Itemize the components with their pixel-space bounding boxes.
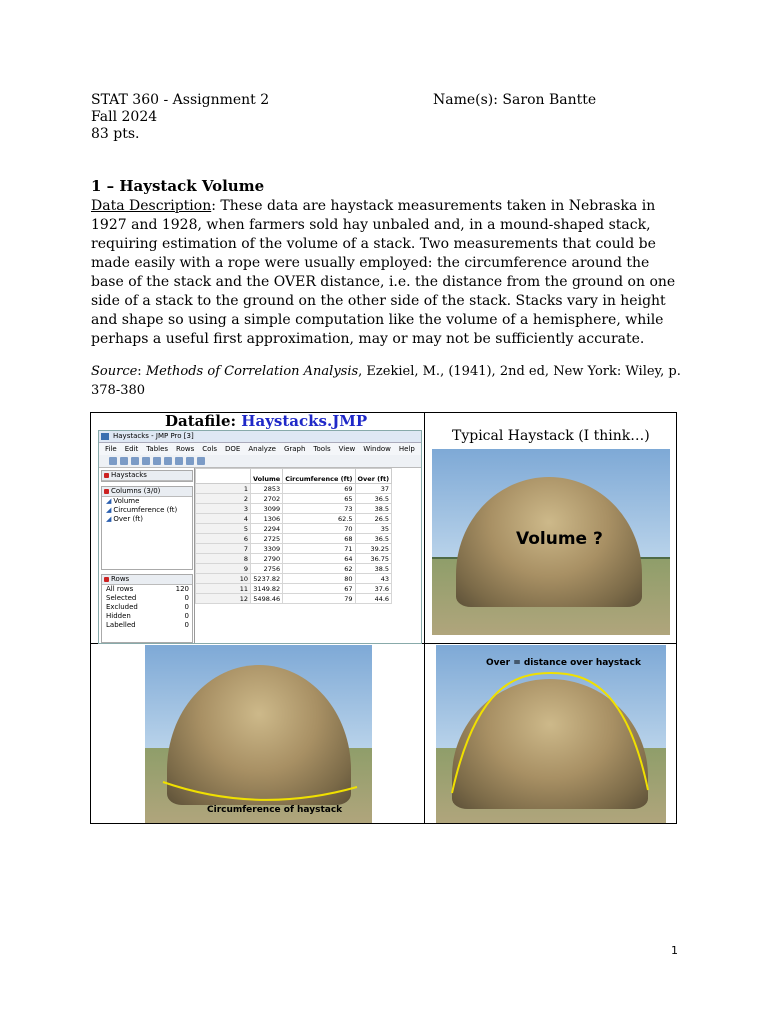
table-cell: 3149.82 (251, 584, 283, 594)
continuous-column-icon: ◢ (106, 497, 112, 505)
datafile-label: Datafile: (165, 412, 242, 430)
continuous-column-icon: ◢ (106, 506, 112, 514)
jmp-menu-item[interactable]: File (105, 445, 117, 453)
table-row[interactable] (196, 514, 392, 524)
paste-icon (164, 457, 172, 465)
table-row[interactable] (196, 544, 392, 554)
table-name: Haystacks (111, 471, 147, 479)
row-state-item (102, 603, 192, 612)
row-number-header (196, 469, 251, 484)
row-state-value: 120 (175, 585, 189, 593)
jmp-app-icon (101, 433, 109, 440)
row-state-label: Excluded (106, 603, 138, 611)
row-number: 1 (196, 484, 251, 494)
table-row[interactable] (196, 584, 392, 594)
table-cell: 79 (283, 594, 355, 604)
jmp-menu-item[interactable]: View (338, 445, 356, 453)
column-header[interactable]: Over (ft) (355, 469, 392, 484)
table-cell: 39.25 (355, 544, 392, 554)
table-row[interactable] (196, 494, 392, 504)
red-triangle-icon (104, 473, 109, 478)
column-name: Circumference (ft) (113, 506, 178, 514)
column-name: Volume (113, 497, 140, 505)
jmp-menu-item[interactable]: Tools (313, 445, 331, 453)
table-cell: 43 (355, 574, 392, 584)
table-cell: 80 (283, 574, 355, 584)
table-cell: 64 (283, 554, 355, 564)
table-cell: 37 (355, 484, 392, 494)
row-number: 4 (196, 514, 251, 524)
column-header[interactable]: Circumference (ft) (283, 469, 355, 484)
jmp-data-grid (195, 468, 421, 604)
table-cell: 68 (283, 534, 355, 544)
table-cell: 2756 (251, 564, 283, 574)
volume-label: Volume ? (516, 529, 603, 549)
data-description-label: Data Description (91, 198, 212, 214)
script-icon (197, 457, 205, 465)
table-row[interactable] (196, 524, 392, 534)
table-icon (175, 457, 183, 465)
column-list (102, 497, 192, 524)
row-number: 8 (196, 554, 251, 564)
figure-divider-vertical (424, 412, 425, 824)
table-cell: 3309 (251, 544, 283, 554)
table-cell: 38.5 (355, 564, 392, 574)
jmp-menu-item[interactable]: Cols (202, 445, 218, 453)
columns-panel (101, 486, 193, 570)
table-panel (101, 470, 193, 482)
course-title: STAT 360 - Assignment 2 (91, 92, 270, 108)
source-citation: , Ezekiel, M., (1941), 2nd ed, New York: Wiley, p. 378-380 (91, 364, 681, 398)
circumference-curve (145, 645, 372, 823)
open-icon (120, 457, 128, 465)
datafile-name: Haystacks.JMP (241, 412, 368, 430)
row-state-label: Labelled (106, 621, 136, 629)
jmp-menu-item[interactable]: Tables (146, 445, 169, 453)
table-cell: 65 (283, 494, 355, 504)
jmp-menu-item[interactable]: Window (363, 445, 391, 453)
table-cell: 5498.46 (251, 594, 283, 604)
columns-header: Columns (3/0) (111, 487, 161, 495)
points: 83 pts. (91, 126, 140, 142)
copy-icon (153, 457, 161, 465)
table-cell: 44.6 (355, 594, 392, 604)
row-state-item (102, 594, 192, 603)
table-cell: 69 (283, 484, 355, 494)
circumference-photo (145, 645, 372, 823)
source-line (91, 362, 681, 400)
column-list-item[interactable] (102, 506, 192, 515)
table-row[interactable] (196, 504, 392, 514)
row-number: 5 (196, 524, 251, 534)
jmp-menu-item[interactable]: Analyze (248, 445, 276, 453)
rows-header: Rows (111, 575, 130, 583)
table-row[interactable] (196, 554, 392, 564)
row-number: 7 (196, 544, 251, 554)
jmp-menu-item[interactable]: Rows (176, 445, 195, 453)
table-cell: 3099 (251, 504, 283, 514)
continuous-column-icon: ◢ (106, 515, 112, 523)
row-states-list (102, 585, 192, 630)
cut-icon (142, 457, 150, 465)
typical-haystack-photo (432, 449, 670, 635)
table-body (196, 484, 392, 604)
table-row[interactable] (196, 564, 392, 574)
typical-haystack-caption: Typical Haystack (I think…) (452, 428, 650, 444)
rows-panel (101, 574, 193, 643)
jmp-menu-bar (99, 443, 421, 455)
columns-panel-header (102, 487, 192, 497)
source-title: Methods of Correlation Analysis (145, 364, 359, 379)
row-number: 12 (196, 594, 251, 604)
graph-icon (186, 457, 194, 465)
row-state-value: 0 (184, 603, 189, 611)
table-cell: 71 (283, 544, 355, 554)
over-photo (436, 645, 666, 823)
student-names: Name(s): Saron Bantte (433, 92, 597, 108)
rows-panel-header (102, 575, 192, 585)
table-cell: 73 (283, 504, 355, 514)
source-colon: : (137, 364, 146, 379)
table-cell: 36.5 (355, 534, 392, 544)
table-cell: 2790 (251, 554, 283, 564)
table-cell: 1306 (251, 514, 283, 524)
table-cell: 37.6 (355, 584, 392, 594)
table-cell: 62.5 (283, 514, 355, 524)
jmp-window-title: Haystacks - JMP Pro [3] (113, 432, 194, 440)
table-cell: 35 (355, 524, 392, 534)
table-row[interactable] (196, 574, 392, 584)
jmp-screenshot (98, 430, 422, 644)
row-state-label: Selected (106, 594, 137, 602)
row-number: 9 (196, 564, 251, 574)
circumference-label: Circumference of haystack (207, 805, 343, 815)
data-description-text: These data are haystack measurements taken in Nebraska in 1927 and 1928, when farmers sold hay unbaled and, in a mound-shaped stack, requiring estimation of the volume of a stack. Two measurements that could be made easily with a rope were usually employed: the circumference around the base of the stack and the OVER distance, i.e. the distance from the ground on one side of a stack to the ground on the other side of the stack. Stacks vary in height and shape so using a simple computation like the volume of a hemisphere, while perhaps a useful first approximation, may or may not be sufficiently accurate. (91, 198, 676, 347)
table-cell: 26.5 (355, 514, 392, 524)
table-panel-header (102, 471, 192, 481)
jmp-left-panel (99, 468, 195, 643)
red-triangle-icon (104, 489, 109, 494)
jmp-menu-item[interactable]: Help (398, 445, 415, 453)
column-name: Over (ft) (113, 515, 144, 523)
save-icon (131, 457, 139, 465)
table-cell: 70 (283, 524, 355, 534)
table-cell: 36.5 (355, 494, 392, 504)
jmp-title-bar (99, 431, 421, 443)
data-table (195, 468, 392, 604)
jmp-menu-item[interactable]: Edit (124, 445, 139, 453)
data-description (91, 197, 681, 349)
row-state-item (102, 585, 192, 594)
column-header[interactable]: Volume (251, 469, 283, 484)
jmp-toolbar (99, 455, 421, 468)
table-cell: 62 (283, 564, 355, 574)
row-state-label: Hidden (106, 612, 131, 620)
table-cell: 2702 (251, 494, 283, 504)
row-state-value: 0 (184, 594, 189, 602)
table-cell: 2294 (251, 524, 283, 534)
column-list-item[interactable] (102, 515, 192, 524)
desc-colon: : (211, 198, 216, 214)
table-cell: 38.5 (355, 504, 392, 514)
jmp-menu-item[interactable]: DOE (225, 445, 241, 453)
new-icon (109, 457, 117, 465)
row-state-value: 0 (184, 621, 189, 629)
table-row[interactable] (196, 594, 392, 604)
table-row[interactable] (196, 534, 392, 544)
row-number: 3 (196, 504, 251, 514)
table-row[interactable] (196, 484, 392, 494)
row-state-item (102, 612, 192, 621)
column-list-item[interactable] (102, 497, 192, 506)
source-label: Source (91, 364, 138, 379)
page-number: 1 (671, 944, 678, 957)
row-number: 11 (196, 584, 251, 594)
jmp-menu-item[interactable]: Graph (283, 445, 306, 453)
table-cell: 5237.82 (251, 574, 283, 584)
red-triangle-icon (104, 577, 109, 582)
table-cell: 67 (283, 584, 355, 594)
table-cell: 2853 (251, 484, 283, 494)
row-state-value: 0 (184, 612, 189, 620)
section-title: 1 – Haystack Volume (91, 177, 265, 195)
row-number: 10 (196, 574, 251, 584)
term: Fall 2024 (91, 109, 158, 125)
row-state-item (102, 621, 192, 630)
row-number: 2 (196, 494, 251, 504)
table-cell: 2725 (251, 534, 283, 544)
over-label: Over = distance over haystack (486, 658, 641, 668)
over-curve (436, 645, 666, 823)
table-cell: 36.75 (355, 554, 392, 564)
row-state-label: All rows (106, 585, 134, 593)
datafile-caption (165, 412, 367, 430)
table-header-row (196, 469, 392, 484)
row-number: 6 (196, 534, 251, 544)
